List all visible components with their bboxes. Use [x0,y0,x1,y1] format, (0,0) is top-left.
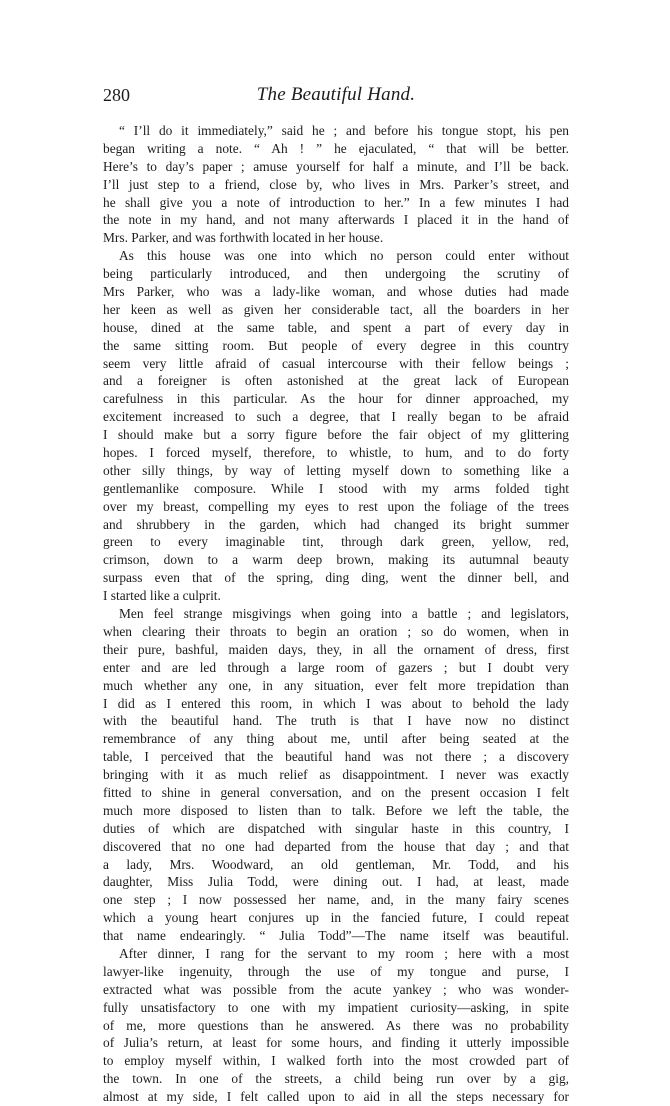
text-line: I started like a culprit. [103,588,221,604]
text-line: over my breast, compelling my eyes to rest upon the foliage of the trees [103,498,569,514]
text-line: As this house was one into which no person could enter without [119,248,569,264]
text-line: when clearing their throats to begin an oration ; so do women, when in [103,623,569,639]
text-line: house, dined at the same table, and spent a part of every day in [103,319,569,335]
text-line: I’ll just step to a friend, close by, who lives in Mrs. Parker’s street, and [103,176,569,192]
text-line: Men feel strange misgivings when going into a battle ; and legislators, [119,606,569,622]
text-line: of me, more questions than he answered. As there was no probability [103,1017,569,1033]
text-line: the note in my hand, and not many afterwards I placed it in the hand of [103,212,569,228]
text-line: fully unsatisfactory to one with my impatient curiosity—asking, in spite [103,999,569,1015]
text-line: table, I perceived that the beautiful hand was not there ; a discovery [103,749,569,765]
text-line: I did as I entered this room, in which I was about to behold the lady [103,695,569,711]
text-line: almost at my side, I felt called upon to aid in all the steps necessary for [103,1089,569,1105]
text-line: crimson, down to a warm deep brown, making its autumnal beauty [103,552,569,568]
text-line: excitement increased to such a degree, that I really began to be afraid [103,409,569,425]
text-line: Mrs. Parker, and was forthwith located in her house. [103,230,384,246]
text-line: being particularly introduced, and then undergoing the scrutiny of [103,266,569,282]
text-line: I should make but a sorry figure before the fair object of my glittering [103,427,569,443]
text-line: her keen as well as given her considerable tact, all the boarders in her [103,301,569,317]
text-line: duties of which are dispatched with singular haste in this country, I [103,820,569,836]
text-line: discovered that no one had departed from the house that day ; and that [103,838,569,854]
text-line: Mrs Parker, who was a lady-like woman, and whose duties had made [103,284,569,300]
text-line: carefulness in this particular. As the hour for dinner approached, my [103,391,569,407]
text-line: much more disposed to listen than to talk. Before we left the table, the [103,802,569,818]
text-line: their pure, bashful, maiden days, they, in all the ornament of dress, first [103,641,569,657]
text-line: surpass even that of the spring, ding ding, went the dinner bell, and [103,570,569,586]
text-line: other silly things, by way of letting myself down to something like a [103,462,569,478]
text-line: hopes. I forced myself, therefore, to whistle, to hum, and to do forty [103,445,569,461]
text-line: Here’s to day’s paper ; amuse yourself for half a minute, and I’ll be back. [103,158,569,174]
text-line: the same sitting room. But people of every degree in this country [103,337,569,353]
text-line: that name endearingly. “ Julia Todd”—The name itself was beautiful. [103,928,569,944]
text-line: After dinner, I rang for the servant to my room ; here with a most [119,945,569,961]
text-line: enter and are led through a large room of gazers ; but I doubt very [103,659,569,675]
text-line: gentlemanlike composure. While I stood with my arms folded tight [103,480,569,496]
text-line: much whether any one, in any situation, ever felt more trepidation than [103,677,569,693]
text-line: lawyer-like ingenuity, through the use of my tongue and purse, I [103,963,569,979]
text-line: green to every imaginable tint, through dark green, yellow, red, [103,534,569,550]
text-line: a lady, Mrs. Woodward, an old gentleman, Mr. Todd, and his [103,856,569,872]
text-line: began writing a note. “ Ah ! ” he ejaculated, “ that will be better. [103,140,569,156]
text-line: bringing with it as much relief as disappointment. I never was exactly [103,767,569,783]
text-line: and shrubbery in the garden, which had changed its bright summer [103,516,569,532]
text-line: which a young heart conjures up in the fancied future, I could repeat [103,910,569,926]
text-line: to employ myself within, I walked forth into the most crowded part of [103,1053,569,1069]
text-line: he shall give you a note of introduction to her.” In a few minutes I had [103,194,569,210]
page-header [103,84,569,106]
text-line: with the beautiful hand. The truth is that I have now no distinct [103,713,569,729]
page-number: 280 [103,85,130,105]
text-line: one step ; I now possessed her name, and, in the many fairy scenes [103,892,569,908]
text-line: remembrance of any thing about me, until after being seated at the [103,731,569,747]
text-line: “ I’ll do it immediately,” said he ; and before his tongue stopt, his pen [119,123,569,138]
text-line: daughter, Miss Julia Todd, were dining out. I had, at least, made [103,874,569,890]
text-line: of Julia’s return, at least for some hours, and finding it utterly impossible [103,1035,569,1051]
running-title: The Beautiful Hand. [256,84,416,105]
text-line: fitted to shine in general conversation, and on the present occasion I felt [103,784,569,800]
text-line: extracted what was possible from the acute yankey ; who was wonder- [103,981,569,997]
body-text [103,122,569,1106]
text-line: seem very little afraid of casual intercourse with their fellow beings ; [103,355,569,371]
text-line: and a foreigner is often astonished at the great lack of European [103,373,569,389]
text-line: the town. In one of the streets, a child being run over by a gig, [103,1071,569,1087]
